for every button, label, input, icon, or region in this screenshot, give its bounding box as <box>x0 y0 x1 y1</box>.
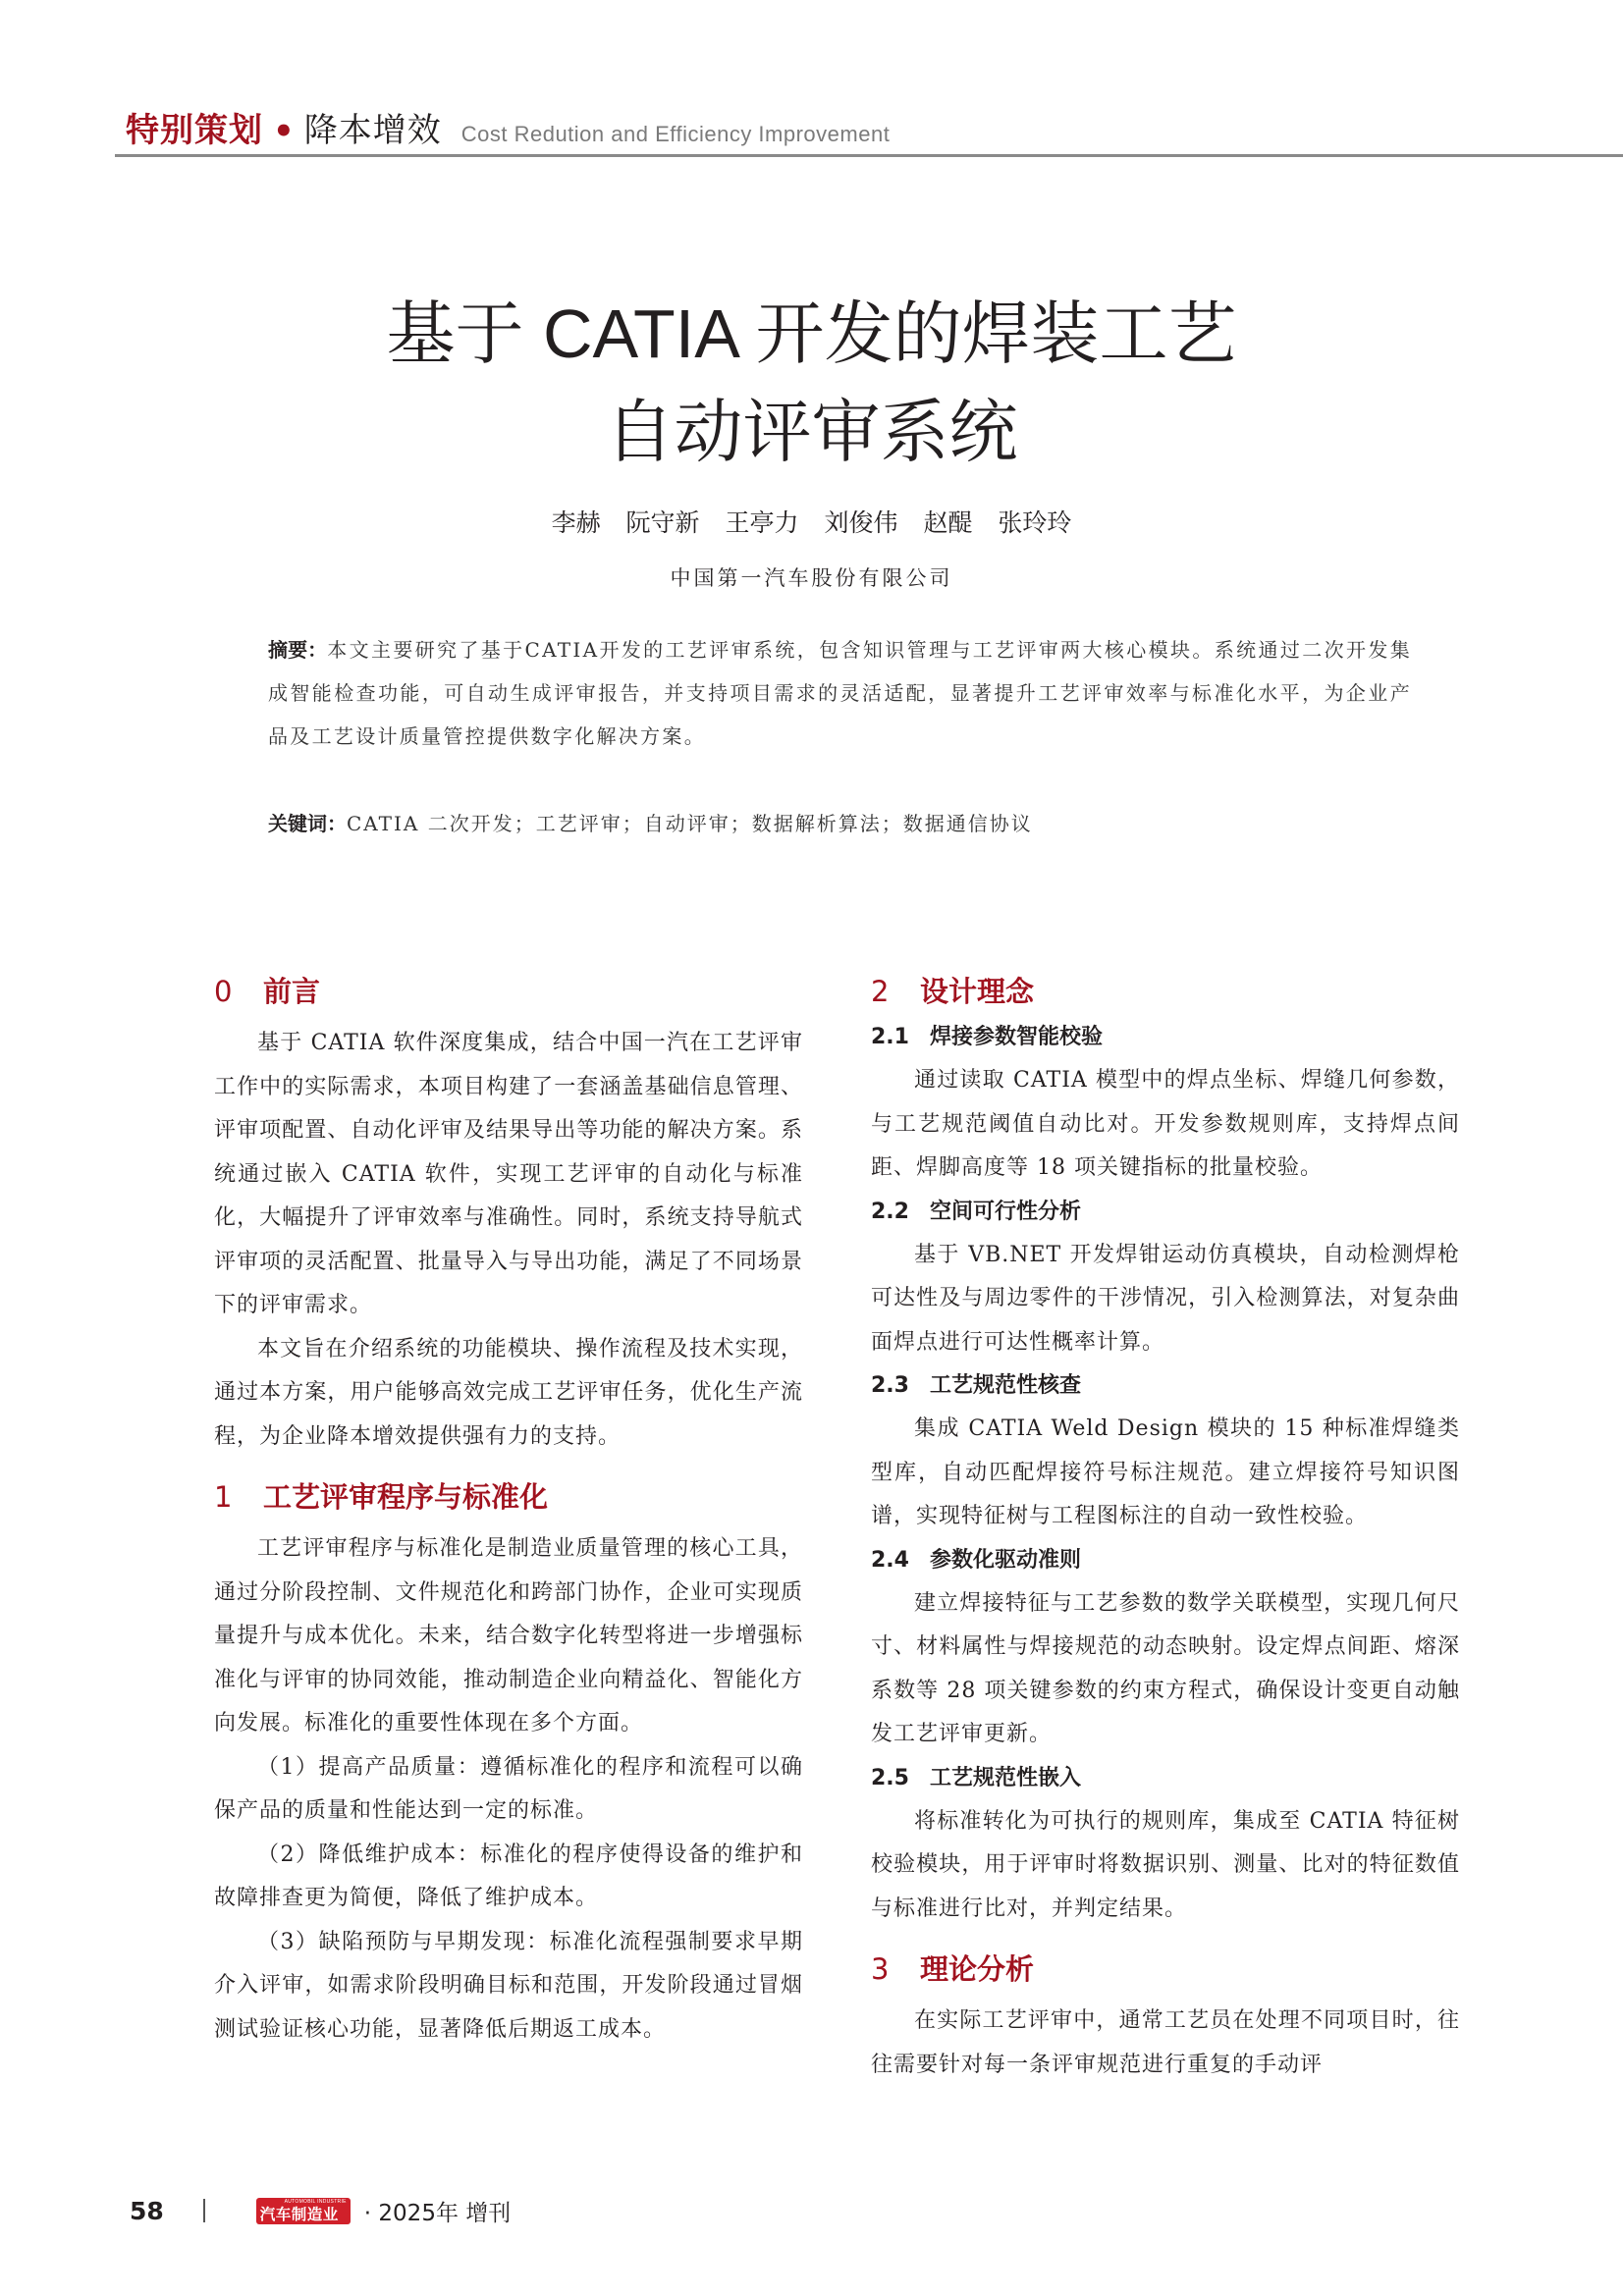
right-column <box>871 967 1460 2087</box>
title-line-1: 基于 CATIA 开发的焊装工艺 <box>386 295 1237 372</box>
subsection-heading <box>871 1016 1460 1059</box>
affiliation: 中国第一汽车股份有限公司 <box>670 566 953 590</box>
list-item: （3）缺陷预防与早期发现：标准化流程强制要求早期介入评审，如需求阶段明确目标和范围，开发阶段通过冒烟测试验证核心功能，显著降低后期返工成本。 <box>214 1929 803 2042</box>
keywords <box>268 802 1412 845</box>
author: 王亭力 <box>725 508 799 537</box>
running-header <box>126 106 890 151</box>
subsection-heading <box>871 1364 1460 1408</box>
subsection-title: 参数化驱动准则 <box>930 1547 1082 1573</box>
keywords-text: CATIA 二次开发；工艺评审；自动评审；数据解析算法；数据通信协议 <box>347 812 1033 835</box>
title-line-2: 自动评审系统 <box>605 394 1018 470</box>
subsection-title: 工艺规范性嵌入 <box>930 1765 1082 1790</box>
column-name-black: 降本增效 <box>303 111 442 150</box>
column-name-english: Cost Redution and Efficiency Improvement <box>460 122 891 146</box>
header-rule <box>115 154 1623 157</box>
subsection-number: 2.1 <box>871 1025 909 1049</box>
section-title: 工艺评审程序与标准化 <box>263 1480 549 1514</box>
paragraph: 本文旨在介绍系统的功能模块、操作流程及技术实现，通过本方案，用户能够高效完成工艺评审任务，优化生产流程，为企业降本增效提供强有力的支持。 <box>214 1336 803 1449</box>
header-bullet-dot: • <box>273 112 295 151</box>
issue-info: · 2025年 增刊 <box>363 2200 512 2226</box>
abstract-label: 摘要： <box>268 638 328 662</box>
subsection-title: 空间可行性分析 <box>930 1199 1082 1224</box>
journal-logo-english: AUTOMOBIL INDUSTRIE <box>284 2198 347 2205</box>
author: 刘俊伟 <box>824 508 898 537</box>
author: 赵醍 <box>923 508 973 537</box>
section-title: 理论分析 <box>920 1952 1035 1986</box>
paragraph: 工艺评审程序与标准化是制造业质量管理的核心工具，通过分阶段控制、文件规范化和跨部门协作，企业可实现质量提升与成本优化。未来，结合数字化转型将进一步增强标准化与评审的协同效能，推动制造企业向精益化、智能化方向发展。标准化的重要性体现在多个方面。 <box>214 1536 803 1735</box>
page-footer <box>130 2191 511 2230</box>
journal-logo <box>256 2198 351 2224</box>
subsection-title: 工艺规范性核查 <box>930 1373 1082 1398</box>
paragraph: 在实际工艺评审中，通常工艺员在处理不同项目时，往往需要针对每一条评审规范进行重复的手动评 <box>871 2008 1460 2077</box>
abstract <box>268 628 1412 758</box>
subsection-number: 2.5 <box>871 1765 909 1790</box>
section-number: 1 <box>214 1480 233 1514</box>
section-title: 设计理念 <box>920 975 1035 1008</box>
author: 李赫 <box>551 508 601 537</box>
section-heading-2 <box>871 967 1460 1016</box>
subsection-number: 2.4 <box>871 1547 909 1573</box>
author-list <box>0 504 1623 539</box>
author: 阮守新 <box>625 508 700 537</box>
section-number: 0 <box>214 975 233 1008</box>
subsection-number: 2.2 <box>871 1199 909 1224</box>
section-heading-3 <box>871 1945 1460 1994</box>
section-number: 3 <box>871 1952 890 1986</box>
subsection-heading <box>871 1191 1460 1234</box>
section-heading-1 <box>214 1472 803 1522</box>
footer-divider <box>203 2199 205 2222</box>
column-name-red: 特别策划 <box>126 111 263 150</box>
list-item: （2）降低维护成本：标准化的程序使得设备的维护和故障排查更为简便，降低了维护成本。 <box>214 1842 803 1910</box>
paragraph: 建立焊接特征与工艺参数的数学关联模型，实现几何尺寸、材料属性与焊接规范的动态映射。设定焊点间距、熔深系数等 28 项关键参数的约束方程式，确保设计变更自动触发工艺评审更新。 <box>871 1590 1460 1746</box>
page-number: 58 <box>130 2196 164 2225</box>
section-number: 2 <box>871 975 890 1008</box>
article-title <box>0 285 1623 481</box>
section-heading-0 <box>214 967 803 1016</box>
paragraph: 通过读取 CATIA 模型中的焊点坐标、焊缝几何参数，与工艺规范阈值自动比对。开发参数规则库，支持焊点间距、焊脚高度等 18 项关键指标的批量校验。 <box>871 1068 1460 1180</box>
paragraph: 将标准转化为可执行的规则库，集成至 CATIA 特征树校验模块，用于评审时将数据识别、测量、比对的特征数值与标准进行比对，并判定结果。 <box>871 1808 1460 1921</box>
paragraph: 基于 CATIA 软件深度集成，结合中国一汽在工艺评审工作中的实际需求，本项目构建了一套涵盖基础信息管理、评审项配置、自动化评审及结果导出等功能的解决方案。系统通过嵌入 CATIA 软件，实现工艺评审的自动化与标准化，大幅提升了评审效率与准确性。同时，系统支持导航式评审项的灵活配置、批量导入与导出功能，满足了不同场景下的评审需求。 <box>214 1031 803 1317</box>
subsection-number: 2.3 <box>871 1373 909 1398</box>
subsection-heading <box>871 1539 1460 1582</box>
author: 张玲玲 <box>998 508 1072 537</box>
paragraph: 基于 VB.NET 开发焊钳运动仿真模块，自动检测焊枪可达性及与周边零件的干涉情况，引入检测算法，对复杂曲面焊点进行可达性概率计算。 <box>871 1242 1460 1355</box>
abstract-text: 本文主要研究了基于CATIA开发的工艺评审系统，包含知识管理与工艺评审两大核心模块。系统通过二次开发集成智能检查功能，可自动生成评审报告，并支持项目需求的灵活适配，显著提升工艺评审效率与标准化水平，为企业产品及工艺设计质量管控提供数字化解决方案。 <box>268 638 1413 748</box>
list-item: （1）提高产品质量：遵循标准化的程序和流程可以确保产品的质量和性能达到一定的标准。 <box>214 1754 803 1823</box>
journal-logo-chinese: 汽车制造业 <box>259 2205 339 2223</box>
subsection-title: 焊接参数智能校验 <box>930 1025 1104 1049</box>
keywords-label: 关键词： <box>268 812 347 835</box>
left-column <box>214 967 803 2052</box>
subsection-heading <box>871 1757 1460 1800</box>
paragraph: 集成 CATIA Weld Design 模块的 15 种标准焊缝类型库，自动匹配焊接符号标注规范。建立焊接符号知识图谱，实现特征树与工程图标注的自动一致性校验。 <box>871 1416 1460 1528</box>
section-title: 前言 <box>263 975 321 1008</box>
